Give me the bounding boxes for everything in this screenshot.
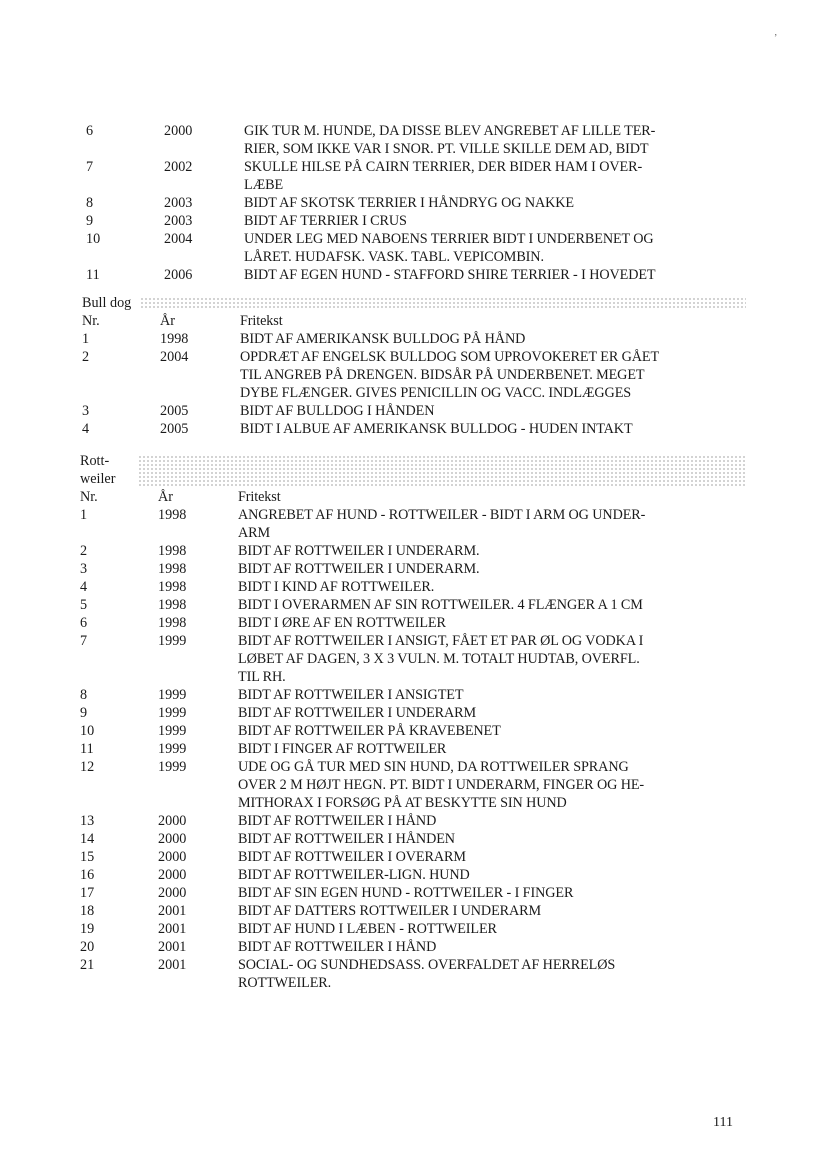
table-row: [80, 578, 746, 596]
row-year: 2005: [160, 421, 189, 437]
row-text: BIDT I FINGER AF ROTTWEILER: [238, 741, 447, 757]
row-text: BIDT AF DATTERS ROTTWEILER I UNDERARM: [238, 903, 542, 919]
table-header: [82, 312, 746, 330]
table-row: [80, 686, 746, 704]
row-year: 2006: [164, 267, 193, 283]
row-year: 1998: [158, 507, 187, 523]
row-text: BIDT AF ROTTWEILER PÅ KRAVEBENET: [238, 723, 501, 739]
table-row: [80, 740, 746, 758]
row-text: BIDT AF EGEN HUND - STAFFORD SHIRE TERRIER - I HOVEDET: [244, 267, 656, 283]
row-year: 2001: [158, 939, 187, 955]
table-row: [80, 956, 746, 992]
bulldog-title-band: [82, 294, 746, 312]
row-number: 21: [80, 957, 95, 973]
row-text: BIDT AF ROTTWEILER I HÅND: [238, 939, 437, 955]
row-year: 2000: [158, 813, 187, 829]
table-row: [82, 420, 746, 438]
row-text: UNDER LEG MED NABOENS TERRIER BIDT I UNDERBENET OG LÅRET. HUDAFSK. VASK. TABL. VEPICOMBIN.: [244, 231, 654, 265]
table-row: [80, 704, 746, 722]
row-text: BIDT I ØRE AF EN ROTTWEILER: [238, 615, 446, 631]
breed-title: Bull dog: [82, 295, 132, 311]
row-year: 1998: [158, 615, 187, 631]
row-text: BIDT AF ROTTWEILER I ANSIGTET: [238, 687, 464, 703]
row-text: BIDT AF ROTTWEILER I ANSIGT, FÅET ET PAR ØL OG VODKA I LØBET AF DAGEN, 3 X 3 VULN. M. TOTALT HUDTAB, OVERFL. TIL RH.: [238, 633, 644, 685]
row-number: 3: [82, 403, 90, 419]
table-row: [82, 330, 746, 348]
row-year: 1999: [158, 723, 187, 739]
row-year: 1998: [158, 561, 187, 577]
table-row: [80, 938, 746, 956]
header-year: År: [158, 489, 173, 505]
row-year: 2000: [158, 831, 187, 847]
row-number: 12: [80, 759, 95, 775]
terrier-continued-table: [86, 122, 746, 284]
row-text: BIDT I KIND AF ROTTWEILER.: [238, 579, 435, 595]
table-row: [86, 194, 746, 212]
table-row: [86, 266, 746, 284]
header-year: År: [160, 313, 175, 329]
table-row: [80, 596, 746, 614]
rottweiler-rows: [80, 506, 746, 992]
row-text: ANGREBET AF HUND - ROTTWEILER - BIDT I ARM OG UNDER- ARM: [238, 507, 646, 541]
row-text: SKULLE HILSE PÅ CAIRN TERRIER, DER BIDER HAM I OVER- LÆBE: [244, 159, 643, 193]
row-year: 2001: [158, 903, 187, 919]
table-row: [86, 158, 746, 194]
row-year: 2005: [160, 403, 189, 419]
header-nr: Nr.: [80, 489, 98, 505]
row-number: 9: [80, 705, 88, 721]
row-text: BIDT AF TERRIER I CRUS: [244, 213, 407, 229]
table-row: [80, 902, 746, 920]
row-text: BIDT AF ROTTWEILER I HÅND: [238, 813, 437, 829]
row-year: 2003: [164, 213, 193, 229]
page-number: 111: [713, 1115, 733, 1130]
row-text: UDE OG GÅ TUR MED SIN HUND, DA ROTTWEILER SPRANG OVER 2 M HØJT HEGN. PT. BIDT I UNDERARM, FINGER OG HE- MITHORAX I FORSØG PÅ AT BESKYTTE SIN HUND: [238, 759, 645, 811]
row-text: BIDT AF SKOTSK TERRIER I HÅNDRYG OG NAKKE: [244, 195, 574, 211]
table-row: [80, 812, 746, 830]
shaded-band: [138, 455, 746, 486]
row-number: 13: [80, 813, 95, 829]
row-number: 7: [86, 159, 94, 175]
table-row: [80, 560, 746, 578]
row-number: 2: [80, 543, 88, 559]
row-year: 2001: [158, 921, 187, 937]
row-year: 2000: [158, 885, 187, 901]
rottweiler-title-band: [80, 452, 746, 488]
row-year: 1998: [158, 543, 187, 559]
row-text: SOCIAL- OG SUNDHEDSASS. OVERFALDET AF HERRELØS ROTTWEILER.: [238, 957, 616, 991]
row-year: 1999: [158, 687, 187, 703]
header-nr: Nr.: [82, 313, 100, 329]
row-number: 11: [86, 267, 100, 283]
row-text: BIDT I ALBUE AF AMERIKANSK BULLDOG - HUDEN INTAKT: [240, 421, 633, 437]
row-text: BIDT AF ROTTWEILER I UNDERARM: [238, 705, 477, 721]
row-number: 10: [86, 231, 101, 247]
row-text: GIK TUR M. HUNDE, DA DISSE BLEV ANGREBET AF LILLE TER- RIER, SOM IKKE VAR I SNOR. PT. VILLE SKILLE DEM AD, BIDT: [244, 123, 656, 157]
row-text: BIDT AF ROTTWEILER I UNDERARM.: [238, 561, 480, 577]
row-text: BIDT AF ROTTWEILER I OVERARM: [238, 849, 466, 865]
row-number: 3: [80, 561, 88, 577]
row-year: 1999: [158, 633, 187, 649]
row-number: 1: [82, 331, 90, 347]
row-number: 17: [80, 885, 95, 901]
row-number: 6: [80, 615, 88, 631]
breed-title: Rott- weiler: [80, 453, 116, 487]
row-year: 2004: [160, 349, 189, 365]
table-row: [80, 830, 746, 848]
rottweiler-section: [80, 452, 746, 992]
row-number: 11: [80, 741, 94, 757]
table-row: [82, 402, 746, 420]
table-row: [86, 212, 746, 230]
row-year: 2000: [158, 849, 187, 865]
table-row: [80, 506, 746, 542]
terrier-rows: [86, 122, 746, 284]
row-year: 1999: [158, 741, 187, 757]
bulldog-rows: [82, 330, 746, 438]
row-text: BIDT AF HUND I LÆBEN - ROTTWEILER: [238, 921, 497, 937]
table-row: [86, 230, 746, 266]
row-text: BIDT AF ROTTWEILER I HÅNDEN: [238, 831, 455, 847]
row-number: 19: [80, 921, 95, 937]
bulldog-section: [82, 294, 746, 438]
row-text: BIDT I OVERARMEN AF SIN ROTTWEILER. 4 FLÆNGER A 1 CM: [238, 597, 643, 613]
row-number: 4: [80, 579, 88, 595]
table-header: [80, 488, 746, 506]
table-row: [80, 614, 746, 632]
header-text: Fritekst: [238, 489, 281, 505]
row-number: 8: [80, 687, 88, 703]
row-year: 1998: [158, 579, 187, 595]
row-number: 18: [80, 903, 95, 919]
row-number: 6: [86, 123, 94, 139]
table-row: [82, 348, 746, 402]
row-text: BIDT AF BULLDOG I HÅNDEN: [240, 403, 435, 419]
row-number: 2: [82, 349, 90, 365]
row-year: 1998: [160, 331, 189, 347]
row-number: 5: [80, 597, 88, 613]
row-year: 2001: [158, 957, 187, 973]
row-number: 10: [80, 723, 95, 739]
row-year: 2003: [164, 195, 193, 211]
row-text: BIDT AF ROTTWEILER-LIGN. HUND: [238, 867, 470, 883]
table-row: [80, 722, 746, 740]
row-year: 1999: [158, 705, 187, 721]
row-number: 20: [80, 939, 95, 955]
table-row: [80, 920, 746, 938]
corner-mark: ʼ: [774, 33, 778, 44]
table-row: [86, 122, 746, 158]
row-number: 4: [82, 421, 90, 437]
row-year: 2004: [164, 231, 193, 247]
row-year: 1999: [158, 759, 187, 775]
table-row: [80, 758, 746, 812]
row-number: 8: [86, 195, 94, 211]
row-text: BIDT AF SIN EGEN HUND - ROTTWEILER - I FINGER: [238, 885, 574, 901]
row-year: 2000: [158, 867, 187, 883]
table-row: [80, 848, 746, 866]
row-year: 2000: [164, 123, 193, 139]
row-text: BIDT AF ROTTWEILER I UNDERARM.: [238, 543, 480, 559]
row-year: 1998: [158, 597, 187, 613]
row-number: 9: [86, 213, 94, 229]
table-row: [80, 866, 746, 884]
row-number: 16: [80, 867, 95, 883]
row-year: 2002: [164, 159, 193, 175]
shaded-band: [140, 297, 746, 310]
table-row: [80, 632, 746, 686]
row-text: OPDRÆT AF ENGELSK BULLDOG SOM UPROVOKERET ER GÅET TIL ANGREB PÅ DRENGEN. BIDSÅR PÅ UNDERBENET. MEGET DYBE FLÆNGER. GIVES PENICILLIN OG VACC. INDLÆGGES: [240, 349, 660, 401]
row-number: 15: [80, 849, 95, 865]
row-text: BIDT AF AMERIKANSK BULLDOG PÅ HÅND: [240, 331, 526, 347]
header-text: Fritekst: [240, 313, 283, 329]
row-number: 14: [80, 831, 95, 847]
row-number: 7: [80, 633, 88, 649]
table-row: [80, 542, 746, 560]
row-number: 1: [80, 507, 88, 523]
table-row: [80, 884, 746, 902]
